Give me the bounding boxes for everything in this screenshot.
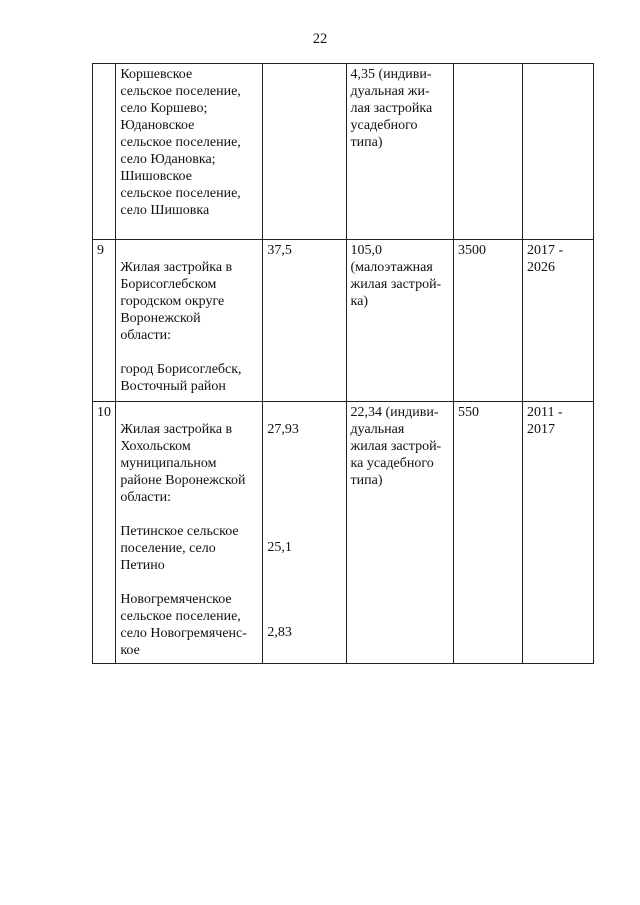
cell-area bbox=[263, 64, 346, 240]
cell-name bbox=[116, 402, 263, 664]
name-text: Жилая застройка в Борисоглебском городском округе Воронежской области: bbox=[120, 260, 233, 343]
cell-housing-type: 105,0 (малоэтажная жилая застрой- ка) bbox=[346, 240, 454, 402]
cell-period: 2017 - 2026 bbox=[522, 240, 593, 402]
cell-period bbox=[522, 64, 593, 240]
cell-period: 2011 - 2017 bbox=[522, 402, 593, 664]
sub-name-text: город Борисоглебск, Восточный район bbox=[120, 362, 242, 394]
table-row bbox=[93, 240, 594, 402]
area-sub-1: 25,1 bbox=[267, 540, 292, 555]
cell-number: 10 bbox=[93, 402, 116, 664]
cell-housing-type: 4,35 (индиви- дуальная жи- лая застройка усадебного типа) bbox=[346, 64, 454, 240]
table-row bbox=[93, 64, 594, 240]
cell-area: 37,5 bbox=[263, 240, 346, 402]
name-text: Жилая застройка в Хохольском муниципальном районе Воронежской области: bbox=[120, 422, 246, 505]
cell-count: 3500 bbox=[454, 240, 523, 402]
cell-area bbox=[263, 402, 346, 664]
cell-name bbox=[116, 240, 263, 402]
cell-count: 550 bbox=[454, 402, 523, 664]
sub-name-2-text: Новогремяченское сельское поселение, село Новогремяченс- кое bbox=[120, 592, 247, 658]
cell-count bbox=[454, 64, 523, 240]
cell-number bbox=[93, 64, 116, 240]
cell-number: 9 bbox=[93, 240, 116, 402]
development-table bbox=[92, 63, 594, 664]
area-total: 27,93 bbox=[267, 422, 299, 437]
cell-name: Коршевское сельское поселение, село Коршево; Юдановское сельское поселение, село Юдановка; Шишовское сельское поселение, село Шишовка bbox=[116, 64, 263, 240]
table-row bbox=[93, 402, 594, 664]
sub-name-1-text: Петинское сельское поселение, село Петино bbox=[120, 524, 239, 573]
cell-housing-type: 22,34 (индиви- дуальная жилая застрой- ка усадебного типа) bbox=[346, 402, 454, 664]
area-sub-2: 2,83 bbox=[267, 625, 292, 640]
page-number: 22 bbox=[312, 31, 328, 47]
